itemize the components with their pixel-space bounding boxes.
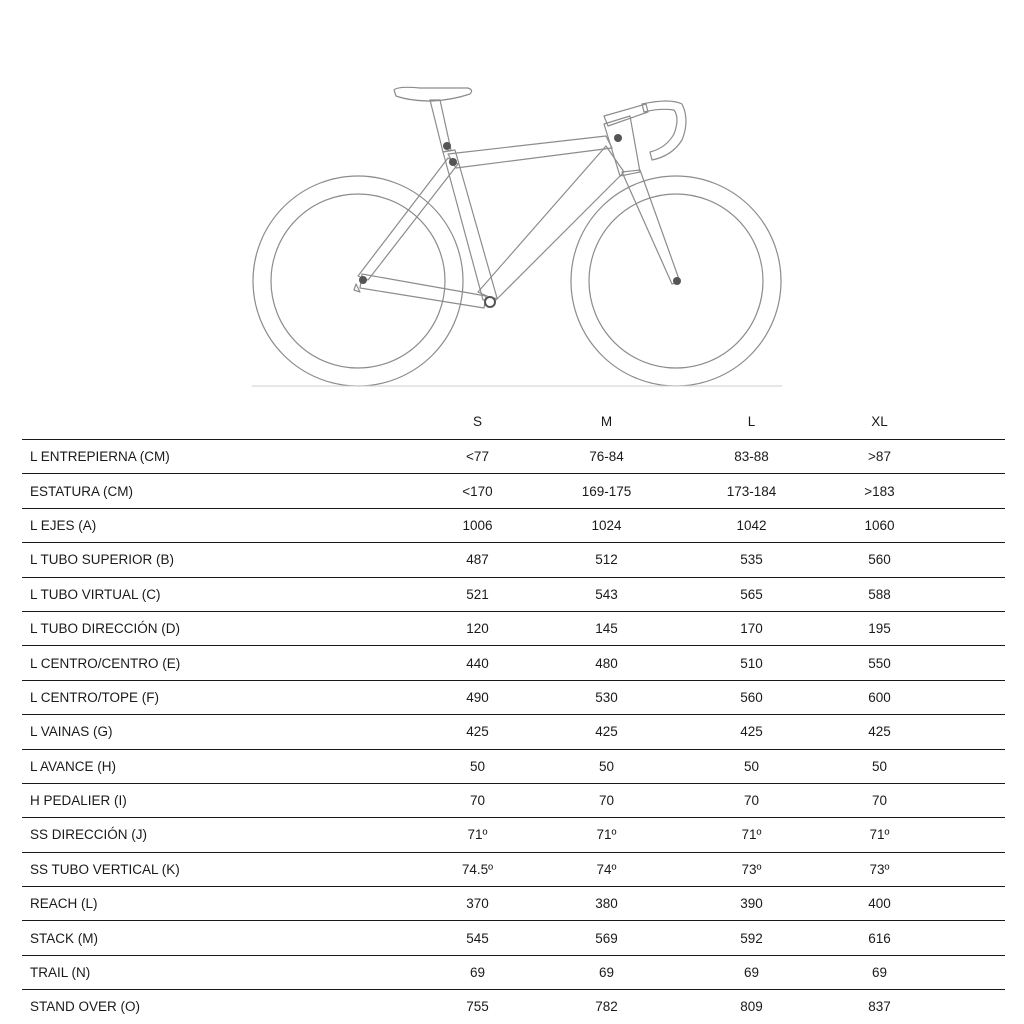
- cell-size-s: <77: [466, 449, 489, 465]
- cell-size-l: 535: [740, 552, 763, 568]
- table-row: [22, 956, 1005, 990]
- cell-size-m: 425: [595, 724, 618, 740]
- cell-size-xl: 837: [868, 999, 891, 1015]
- cell-size-l: 83-88: [734, 449, 769, 465]
- cell-size-l: 1042: [736, 517, 767, 533]
- cell-size-s: 69: [469, 965, 486, 981]
- row-label: TRAIL (N): [30, 965, 91, 981]
- table-body: [22, 440, 1005, 1024]
- cell-size-s: 74.5º: [461, 861, 494, 877]
- table-row: [22, 646, 1005, 680]
- cell-size-s: 120: [466, 621, 489, 637]
- cell-size-s: 425: [466, 724, 489, 740]
- cell-size-m: 512: [595, 552, 618, 568]
- cell-size-xl: 71º: [869, 827, 890, 843]
- cell-size-s: 521: [466, 586, 489, 602]
- cell-size-l: 425: [740, 724, 763, 740]
- cell-size-l: 73º: [741, 861, 762, 877]
- cell-size-xl: 195: [868, 621, 891, 637]
- cell-size-m: 1024: [591, 517, 622, 533]
- rear-wheel: [253, 176, 463, 386]
- cell-size-xl: 600: [868, 689, 891, 705]
- table-row: [22, 509, 1005, 543]
- cell-size-xl: 588: [868, 586, 891, 602]
- saddle: [394, 87, 472, 101]
- row-label: STAND OVER (O): [30, 999, 141, 1015]
- row-label: L ENTREPIERNA (CM): [30, 449, 170, 465]
- cell-size-s: 487: [466, 552, 489, 568]
- row-label: H PEDALIER (I): [30, 793, 127, 809]
- rear-axle-point: [359, 276, 367, 284]
- cell-size-m: 76-84: [589, 449, 624, 465]
- cell-size-xl: 73º: [869, 861, 890, 877]
- row-label: L CENTRO/CENTRO (E): [30, 655, 181, 671]
- table-row: [22, 887, 1005, 921]
- cell-size-m: 69: [598, 965, 615, 981]
- header-size-l: L: [747, 414, 756, 429]
- row-label: REACH (L): [30, 896, 98, 912]
- cell-size-s: 755: [466, 999, 489, 1015]
- row-label: L EJES (A): [30, 517, 97, 533]
- header-size-m: M: [600, 414, 613, 429]
- cell-size-l: 170: [740, 621, 763, 637]
- table-row: [22, 990, 1005, 1023]
- cell-size-s: 70: [469, 793, 486, 809]
- cell-size-s: 1006: [462, 517, 493, 533]
- table-row: [22, 715, 1005, 749]
- cell-size-xl: 69: [871, 965, 888, 981]
- cell-size-l: 510: [740, 655, 763, 671]
- cell-size-m: 50: [598, 758, 615, 774]
- geometry-table: [22, 404, 1005, 1024]
- row-label: L TUBO VIRTUAL (C): [30, 586, 161, 602]
- row-label: L VAINAS (G): [30, 724, 113, 740]
- cell-size-m: 145: [595, 621, 618, 637]
- cell-size-xl: >87: [868, 449, 891, 465]
- cell-size-s: 370: [466, 896, 489, 912]
- front-axle-point: [673, 277, 681, 285]
- row-label: SS TUBO VERTICAL (K): [30, 861, 180, 877]
- table-row: [22, 681, 1005, 715]
- table-row: [22, 440, 1005, 474]
- cell-size-l: 71º: [741, 827, 762, 843]
- cell-size-xl: 70: [871, 793, 888, 809]
- handlebar: [642, 101, 686, 160]
- cell-size-l: 70: [743, 793, 760, 809]
- header-size-xl: XL: [871, 414, 888, 429]
- rear-dropout: [354, 284, 360, 292]
- cell-size-m: 782: [595, 999, 618, 1015]
- table-row: [22, 853, 1005, 887]
- chain-stay: [360, 274, 486, 308]
- cell-size-m: 70: [598, 793, 615, 809]
- down-tube: [478, 146, 624, 300]
- top-tube-junction-point: [449, 158, 457, 166]
- head-tube-top-point: [614, 134, 622, 142]
- cell-size-s: 545: [466, 930, 489, 946]
- cell-size-l: 565: [740, 586, 763, 602]
- cell-size-m: 543: [595, 586, 618, 602]
- cell-size-s: 440: [466, 655, 489, 671]
- stem: [604, 104, 648, 126]
- table-row: [22, 543, 1005, 577]
- cell-size-l: 809: [740, 999, 763, 1015]
- row-label: SS DIRECCIÓN (J): [30, 827, 148, 843]
- cell-size-xl: 616: [868, 930, 891, 946]
- row-label: L CENTRO/TOPE (F): [30, 689, 160, 705]
- cell-size-l: 50: [743, 758, 760, 774]
- cell-size-m: 71º: [596, 827, 617, 843]
- table-row: [22, 818, 1005, 852]
- cell-size-m: 480: [595, 655, 618, 671]
- cell-size-l: 173-184: [726, 483, 777, 499]
- row-label: L AVANCE (H): [30, 758, 117, 774]
- bike-frame-illustration: [240, 70, 800, 400]
- header-size-s: S: [472, 414, 482, 429]
- cell-size-m: 74º: [596, 861, 617, 877]
- cell-size-s: 490: [466, 689, 489, 705]
- cell-size-m: 530: [595, 689, 618, 705]
- fork: [622, 170, 680, 284]
- top-tube: [448, 136, 612, 168]
- cell-size-m: 169-175: [581, 483, 632, 499]
- cell-size-s: 50: [469, 758, 486, 774]
- table-row: [22, 750, 1005, 784]
- row-label: ESTATURA (CM): [30, 483, 133, 499]
- seat-clamp-point: [443, 142, 451, 150]
- cell-size-xl: 1060: [864, 517, 895, 533]
- cell-size-xl: >183: [864, 483, 895, 499]
- cell-size-xl: 425: [868, 724, 891, 740]
- cell-size-l: 69: [743, 965, 760, 981]
- cell-size-xl: 400: [868, 896, 891, 912]
- cell-size-xl: 560: [868, 552, 891, 568]
- table-row: [22, 784, 1005, 818]
- row-label: STACK (M): [30, 930, 98, 946]
- cell-size-s: 71º: [467, 827, 488, 843]
- cell-size-m: 569: [595, 930, 618, 946]
- bottom-bracket-point: [485, 297, 495, 307]
- row-label: L TUBO SUPERIOR (B): [30, 552, 175, 568]
- row-label: L TUBO DIRECCIÓN (D): [30, 621, 181, 637]
- cell-size-l: 560: [740, 689, 763, 705]
- cell-size-l: 592: [740, 930, 763, 946]
- cell-size-s: <170: [462, 483, 493, 499]
- cell-size-xl: 550: [868, 655, 891, 671]
- cell-size-xl: 50: [871, 758, 888, 774]
- table-header-row: [22, 404, 1005, 440]
- table-row: [22, 612, 1005, 646]
- cell-size-l: 390: [740, 896, 763, 912]
- table-row: [22, 921, 1005, 955]
- cell-size-m: 380: [595, 896, 618, 912]
- table-row: [22, 474, 1005, 508]
- table-row: [22, 578, 1005, 612]
